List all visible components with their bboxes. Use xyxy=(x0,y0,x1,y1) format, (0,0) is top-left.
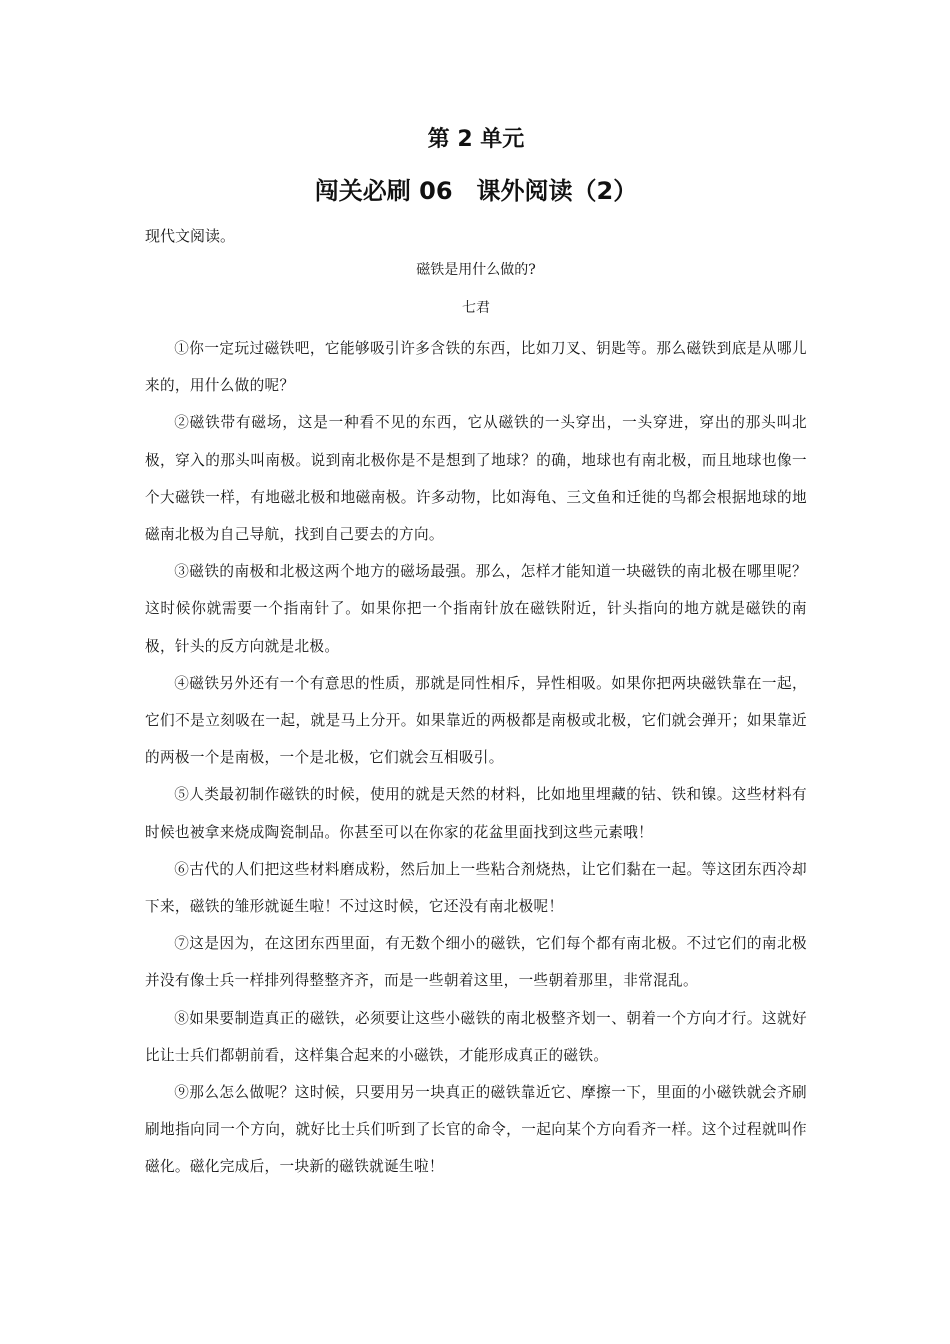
instruction-text: 现代文阅读。 xyxy=(145,227,236,245)
paragraph-3: ③磁铁的南极和北极这两个地方的磁场最强。那么，怎样才能知道一块磁铁的南北极在哪里呢？这时候你就需要一个指南针了。如果你把一个指南针放在磁铁附近，针头指向的地方就是磁铁的南极，针头的反方向就是北极。 xyxy=(145,563,807,655)
paragraph-4: ④磁铁另外还有一个有意思的性质，那就是同性相斥，异性相吸。如果你把两块磁铁靠在一起，它们不是立刻吸在一起，就是马上分开。如果靠近的两极都是南极或北极，它们就会弹开；如果靠近的两极一个是南极，一个是北极，它们就会互相吸引。 xyxy=(145,674,807,767)
paragraph-1: ①你一定玩过磁铁吧，它能够吸引许多含铁的东西，比如刀叉、钥匙等。那么磁铁到底是从哪儿来的，用什么做的呢？ xyxy=(145,340,807,395)
paragraph-7: ⑦这是因为，在这团东西里面，有无数个细小的磁铁，它们每个都有南北极。不过它们的南北极并没有像士兵一样排列得整整齐齐，而是一些朝着这里，一些朝着那里，非常混乱。 xyxy=(145,935,807,990)
unit-heading: 第 2 单元 xyxy=(427,127,525,152)
paragraph-6: ⑥古代的人们把这些材料磨成粉，然后加上一些粘合剂烧热，让它们黏在一起。等这团东西冷却下来，磁铁的雏形就诞生啦！不过这时候，它还没有南北极呢！ xyxy=(145,860,807,916)
paragraph-9: ⑨那么怎么做呢？这时候，只要用另一块真正的磁铁靠近它、摩擦一下，里面的小磁铁就会齐刷刷地指向同一个方向，就好比士兵们听到了长官的命令，一起向某个方向看齐一样。这个过程就叫作磁化。磁化完成后，一块新的磁铁就诞生啦！ xyxy=(145,1084,807,1176)
article-title: 磁铁是用什么做的? xyxy=(416,262,536,278)
paragraph-5: ⑤人类最初制作磁铁的时候，使用的就是天然的材料，比如地里埋藏的钴、铁和镍。这些材料有时候也被拿来烧成陶瓷制品。你甚至可以在你家的花盆里面找到这些元素哦！ xyxy=(145,786,807,841)
paragraph-8: ⑧如果要制造真正的磁铁，必须要让这些小磁铁的南北极整齐划一、朝着一个方向才行。这就好比让士兵们都朝前看，这样集合起来的小磁铁，才能形成真正的磁铁。 xyxy=(145,1009,807,1064)
page-title: 闯关必刷 06 课外阅读（2） xyxy=(314,177,638,205)
paragraph-2: ②磁铁带有磁场，这是一种看不见的东西，它从磁铁的一头穿出，一头穿进，穿出的那头叫北极，穿入的那头叫南极。说到南北极你是不是想到了地球？的确，地球也有南北极，而且地球也像一个大磁铁一样，有地磁北极和地磁南极。许多动物，比如海龟、三文鱼和迁徙的鸟都会根据地球的地磁南北极为自己导航，找到自己要去的方向。 xyxy=(145,414,807,544)
article-body xyxy=(145,330,807,1186)
article-author: 七君 xyxy=(462,300,490,316)
